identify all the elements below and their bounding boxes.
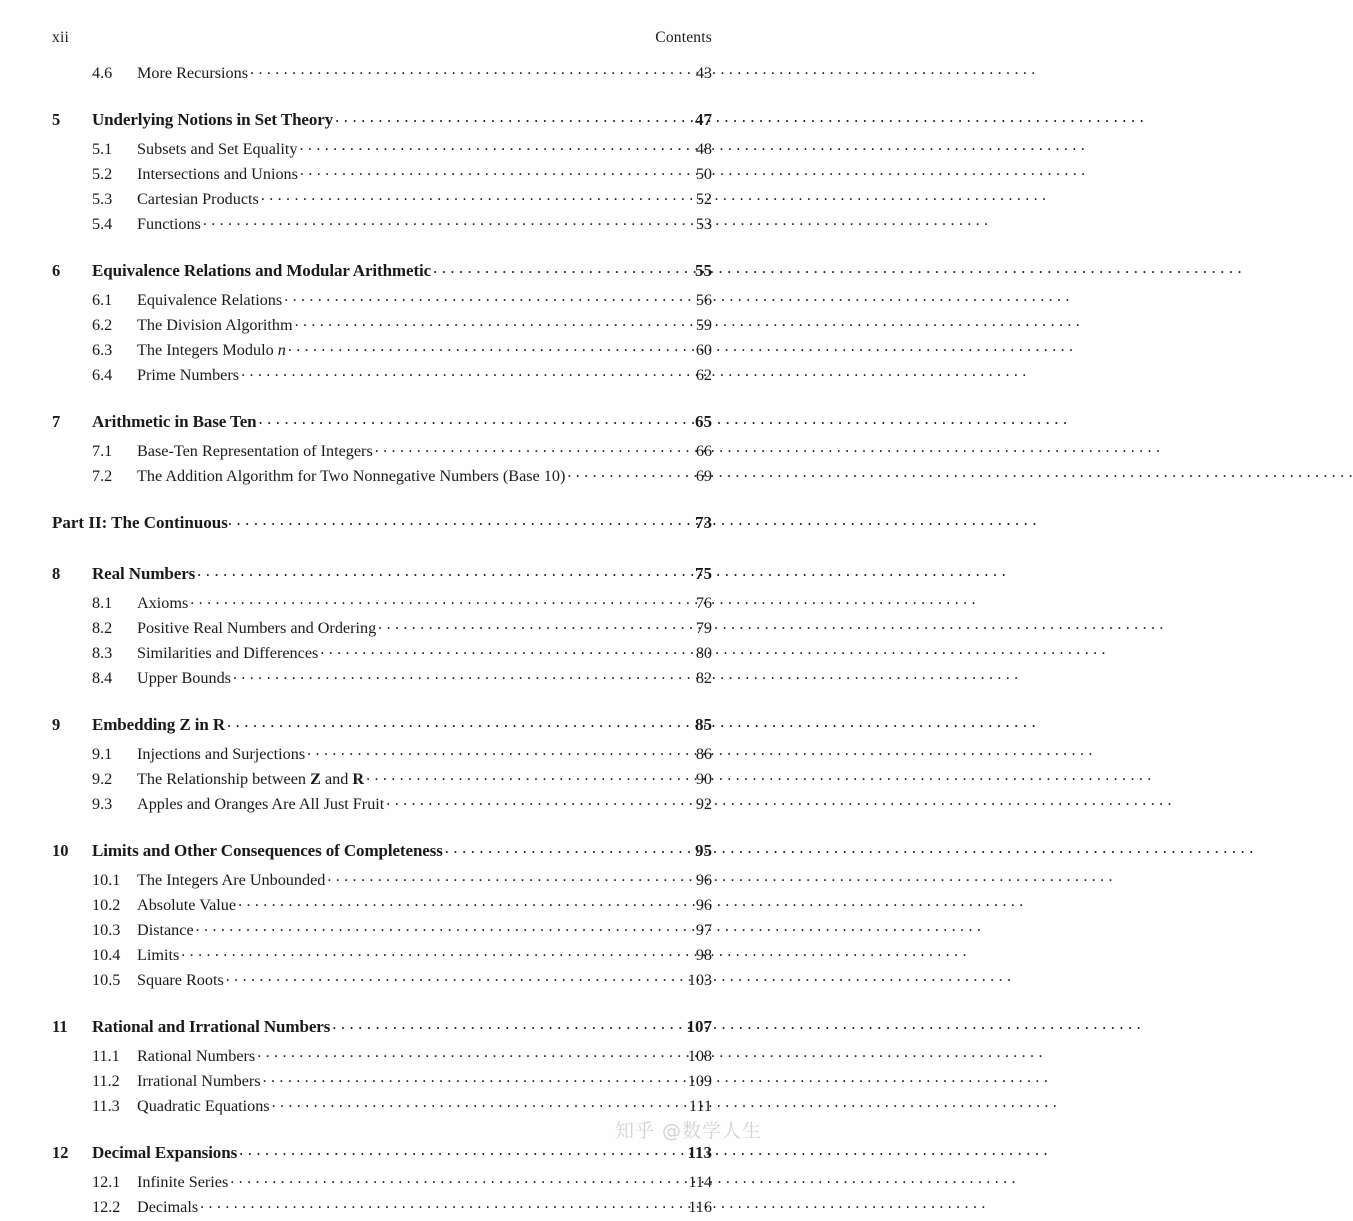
dot-leader: [200, 1196, 677, 1212]
toc-entry-part[interactable]: [52, 511, 712, 541]
toc-entry-page-number: 62: [695, 366, 712, 385]
toc-entry-section[interactable]: [52, 667, 712, 692]
watermark: 知乎 @数学人生: [614, 1120, 762, 1142]
toc-entry-page-number: 82: [695, 669, 712, 688]
toc-entry-section[interactable]: [52, 339, 712, 364]
toc-entry-title: Upper Bounds: [137, 669, 231, 688]
toc-entry-page-number: 97: [695, 921, 712, 940]
dot-leader: [261, 188, 677, 204]
toc-entry-page-number: 95: [695, 841, 712, 860]
toc-entry-title: Prime Numbers: [137, 366, 240, 385]
toc-group: [52, 713, 712, 818]
toc-entry-section[interactable]: [52, 440, 712, 465]
toc-entry-number: 11: [52, 1017, 68, 1036]
toc-entry-title: Apples and Oranges Are All Just Fruit: [137, 795, 385, 814]
toc-entry-section[interactable]: [52, 919, 712, 944]
toc-entry-section[interactable]: [52, 1095, 712, 1120]
toc-entry-number: 10.5: [92, 971, 121, 990]
toc-entry-section[interactable]: [52, 188, 712, 213]
toc-entry-number: 5.3: [92, 190, 113, 209]
toc-entry-number: 10.2: [92, 896, 121, 915]
toc-entry-section[interactable]: [52, 213, 712, 238]
toc-entry-page-number: 114: [688, 1173, 712, 1192]
toc-entry-section[interactable]: [52, 1070, 712, 1095]
dot-leader: [196, 919, 677, 935]
toc-entry-number: 12.1: [92, 1173, 121, 1192]
toc-entry-page-number: 80: [695, 644, 712, 663]
toc-entry-page-number: 113: [687, 1143, 712, 1162]
toc-entry-title: More Recursions: [137, 64, 249, 83]
toc-entry-section[interactable]: [52, 768, 712, 793]
toc-entry-title: Cartesian Products: [137, 190, 259, 209]
toc-entry-number: 7.1: [92, 442, 113, 461]
toc-entry-page-number: 109: [687, 1072, 712, 1091]
toc-entry-title: Axioms: [137, 594, 189, 613]
toc-entry-number: 9: [52, 715, 61, 734]
toc-entry-page-number: 85: [695, 715, 712, 734]
toc-entry-title: Arithmetic in Base Ten: [92, 412, 257, 431]
toc-group: [52, 562, 712, 692]
toc-entry-page-number: 53: [695, 215, 712, 234]
toc-entry-page-number: 52: [695, 190, 712, 209]
toc-entry-number: 5: [52, 110, 61, 129]
toc-entry-page-number: 50: [695, 165, 712, 184]
toc-group: [52, 1141, 712, 1221]
toc-entry-section[interactable]: [52, 743, 712, 768]
toc-entry-chapter[interactable]: [52, 713, 712, 743]
toc-entry-chapter[interactable]: [52, 108, 712, 138]
toc-entry-number: 6.4: [92, 366, 113, 385]
toc-entry-title: Subsets and Set Equality: [137, 140, 298, 159]
toc-entry-title: Base-Ten Representation of Integers: [137, 442, 373, 461]
toc-group: [52, 62, 712, 87]
toc-entry-title: Limits: [137, 946, 180, 965]
toc-entry-title: Distance: [137, 921, 194, 940]
toc-entry-section[interactable]: [52, 314, 712, 339]
toc-entry-chapter[interactable]: [52, 1015, 712, 1045]
toc-entry-page-number: 90: [695, 770, 712, 789]
toc-entry-page-number: 76: [695, 594, 712, 613]
toc-entry-page-number: 96: [695, 896, 712, 915]
toc-entry-number: 8: [52, 564, 61, 583]
dot-leader: [320, 642, 677, 658]
toc-entry-page-number: 98: [695, 946, 712, 965]
toc-entry-number: 11.1: [92, 1047, 120, 1066]
dot-leader: [239, 1141, 677, 1158]
toc-entry-section[interactable]: [52, 592, 712, 617]
toc-entry-section[interactable]: [52, 138, 712, 163]
dot-leader: [386, 793, 677, 809]
toc-entry-title: Rational and Irrational Numbers: [92, 1017, 331, 1036]
toc-entry-section[interactable]: [52, 289, 712, 314]
dot-leader: [327, 869, 677, 885]
dot-leader: [228, 511, 677, 528]
dot-leader: [300, 163, 677, 179]
toc-entry-title: Decimals: [137, 1198, 199, 1217]
toc-entry-page-number: 75: [695, 564, 712, 583]
dot-leader: [227, 713, 677, 730]
toc-entry-section[interactable]: [52, 969, 712, 994]
toc-group: [52, 108, 712, 238]
toc-entry-page-number: 47: [695, 110, 712, 129]
dot-leader: [295, 314, 677, 330]
toc-entry-title: The Integers Modulo n: [137, 341, 286, 360]
toc-entry-title: The Addition Algorithm for Two Nonnegative Numbers (Base 10): [137, 467, 566, 486]
dot-leader: [263, 1070, 677, 1086]
toc-entry-number: 7.2: [92, 467, 113, 486]
toc-entry-number: 5.2: [92, 165, 113, 184]
toc-entry-section[interactable]: [52, 1171, 712, 1196]
toc-entry-title: The Relationship between Z and R: [137, 770, 365, 789]
toc-entry-page-number: 111: [688, 1097, 712, 1116]
toc-entry-page-number: 103: [687, 971, 712, 990]
dot-leader: [257, 1045, 677, 1061]
toc-entry-section[interactable]: [52, 62, 712, 87]
toc-entry-section[interactable]: [52, 894, 712, 919]
toc-entry-title: Decimal Expansions: [92, 1143, 238, 1162]
toc-entry-section[interactable]: [52, 1045, 712, 1070]
toc-entry-page-number: 55: [695, 261, 712, 280]
toc-entry-section[interactable]: [52, 163, 712, 188]
dot-leader: [366, 768, 677, 784]
toc-entry-number: 6: [52, 261, 61, 280]
dot-leader: [259, 410, 678, 427]
toc-entry-number: 8.3: [92, 644, 113, 663]
toc-entry-chapter[interactable]: [52, 839, 712, 869]
toc-entry-page-number: 96: [695, 871, 712, 890]
toc-entry-title: Underlying Notions in Set Theory: [92, 110, 334, 129]
running-head: [52, 29, 712, 49]
toc-entry-section[interactable]: [52, 869, 712, 894]
toc-entry-section[interactable]: [52, 364, 712, 389]
toc-entry-title: Limits and Other Consequences of Completeness: [92, 841, 443, 860]
toc-entry-title: Equivalence Relations: [137, 291, 283, 310]
toc-entry-number: 5.1: [92, 140, 113, 159]
toc-entry-title: Square Roots: [137, 971, 224, 990]
dot-leader: [284, 289, 677, 305]
toc-entry-page-number: 69: [695, 467, 712, 486]
toc-entry-page-number: 59: [695, 316, 712, 335]
toc-entry-number: 10.3: [92, 921, 121, 940]
toc-entry-chapter[interactable]: [52, 1141, 712, 1171]
dot-leader: [226, 969, 677, 985]
toc-entry-title: Part II: The Continuous: [52, 513, 228, 532]
toc-entry-title: The Integers Are Unbounded: [137, 871, 326, 890]
dot-leader: [241, 364, 677, 380]
toc-entry-title: Intersections and Unions: [137, 165, 298, 184]
toc-entry-page-number: 65: [695, 412, 712, 431]
table-of-contents: [52, 62, 712, 1221]
dot-leader: [307, 743, 677, 759]
toc-entry-page-number: 43: [695, 64, 712, 83]
dot-leader: [335, 108, 677, 125]
toc-entry-section[interactable]: [52, 465, 712, 490]
toc-entry-number: 6.2: [92, 316, 113, 335]
toc-entry-number: 8.2: [92, 619, 113, 638]
toc-entry-title: Similarities and Differences: [137, 644, 319, 663]
dot-leader: [203, 213, 677, 229]
toc-entry-title: Quadratic Equations: [137, 1097, 270, 1116]
toc-entry-number: 12.2: [92, 1198, 121, 1217]
toc-entry-number: 10: [52, 841, 69, 860]
dot-leader: [300, 138, 677, 154]
dot-leader: [445, 839, 677, 856]
toc-entry-chapter[interactable]: [52, 562, 712, 592]
toc-entry-page-number: 92: [695, 795, 712, 814]
dot-leader: [230, 1171, 677, 1187]
dot-leader: [272, 1095, 677, 1111]
toc-entry-chapter[interactable]: [52, 410, 712, 440]
dot-leader: [190, 592, 677, 608]
toc-entry-title: Irrational Numbers: [137, 1072, 261, 1091]
toc-entry-number: 12: [52, 1143, 69, 1162]
toc-entry-title: Rational Numbers: [137, 1047, 256, 1066]
dot-leader: [288, 339, 677, 355]
toc-group: [52, 1015, 712, 1120]
toc-entry-title: Equivalence Relations and Modular Arithmetic: [92, 261, 432, 280]
toc-entry-page-number: 108: [687, 1047, 712, 1066]
dot-leader: [375, 440, 677, 456]
toc-entry-number: 4.6: [92, 64, 113, 83]
toc-entry-title: Infinite Series: [137, 1173, 229, 1192]
toc-entry-number: 11.2: [92, 1072, 120, 1091]
dot-leader: [238, 894, 677, 910]
toc-group: [52, 259, 712, 389]
toc-entry-page-number: 48: [695, 140, 712, 159]
toc-entry-number: 9.3: [92, 795, 113, 814]
toc-entry-section[interactable]: [52, 1196, 712, 1221]
toc-entry-number: 5.4: [92, 215, 113, 234]
toc-group: [52, 410, 712, 490]
page-folio: xii: [52, 29, 69, 46]
toc-entry-page-number: 86: [695, 745, 712, 764]
toc-entry-number: 8.1: [92, 594, 113, 613]
dot-leader: [433, 259, 677, 276]
dot-leader: [250, 62, 677, 78]
toc-entry-page-number: 73: [695, 513, 712, 532]
toc-entry-section[interactable]: [52, 944, 712, 969]
toc-entry-page-number: 60: [695, 341, 712, 360]
toc-entry-page-number: 56: [695, 291, 712, 310]
toc-entry-number: 9.1: [92, 745, 113, 764]
toc-entry-title: Absolute Value: [137, 896, 237, 915]
toc-entry-number: 6.1: [92, 291, 113, 310]
toc-entry-number: 10.4: [92, 946, 121, 965]
dot-leader: [332, 1015, 677, 1032]
toc-entry-section[interactable]: [52, 617, 712, 642]
toc-entry-title: Positive Real Numbers and Ordering: [137, 619, 377, 638]
dot-leader: [567, 465, 677, 481]
toc-entry-number: 11.3: [92, 1097, 120, 1116]
toc-entry-number: 10.1: [92, 871, 121, 890]
toc-entry-number: 6.3: [92, 341, 113, 360]
toc-entry-title: Real Numbers: [92, 564, 196, 583]
toc-entry-number: 9.2: [92, 770, 113, 789]
toc-entry-number: 7: [52, 412, 61, 431]
toc-entry-number: 8.4: [92, 669, 113, 688]
toc-entry-section[interactable]: [52, 642, 712, 667]
toc-entry-page-number: 79: [695, 619, 712, 638]
toc-entry-title: Injections and Surjections: [137, 745, 306, 764]
toc-entry-page-number: 107: [686, 1017, 712, 1036]
dot-leader: [378, 617, 677, 633]
toc-entry-title: The Division Algorithm: [137, 316, 293, 335]
dot-leader: [197, 562, 677, 579]
toc-group: [52, 839, 712, 994]
toc-entry-page-number: 66: [695, 442, 712, 461]
toc-entry-chapter[interactable]: [52, 259, 712, 289]
dot-leader: [233, 667, 677, 683]
running-head-title: Contents: [655, 29, 712, 46]
toc-entry-page-number: 116: [688, 1198, 712, 1217]
toc-entry-section[interactable]: [52, 793, 712, 818]
dot-leader: [181, 944, 677, 960]
toc-group: [52, 511, 712, 541]
toc-entry-title: Functions: [137, 215, 201, 234]
toc-entry-title: Embedding Z in R: [92, 715, 226, 734]
